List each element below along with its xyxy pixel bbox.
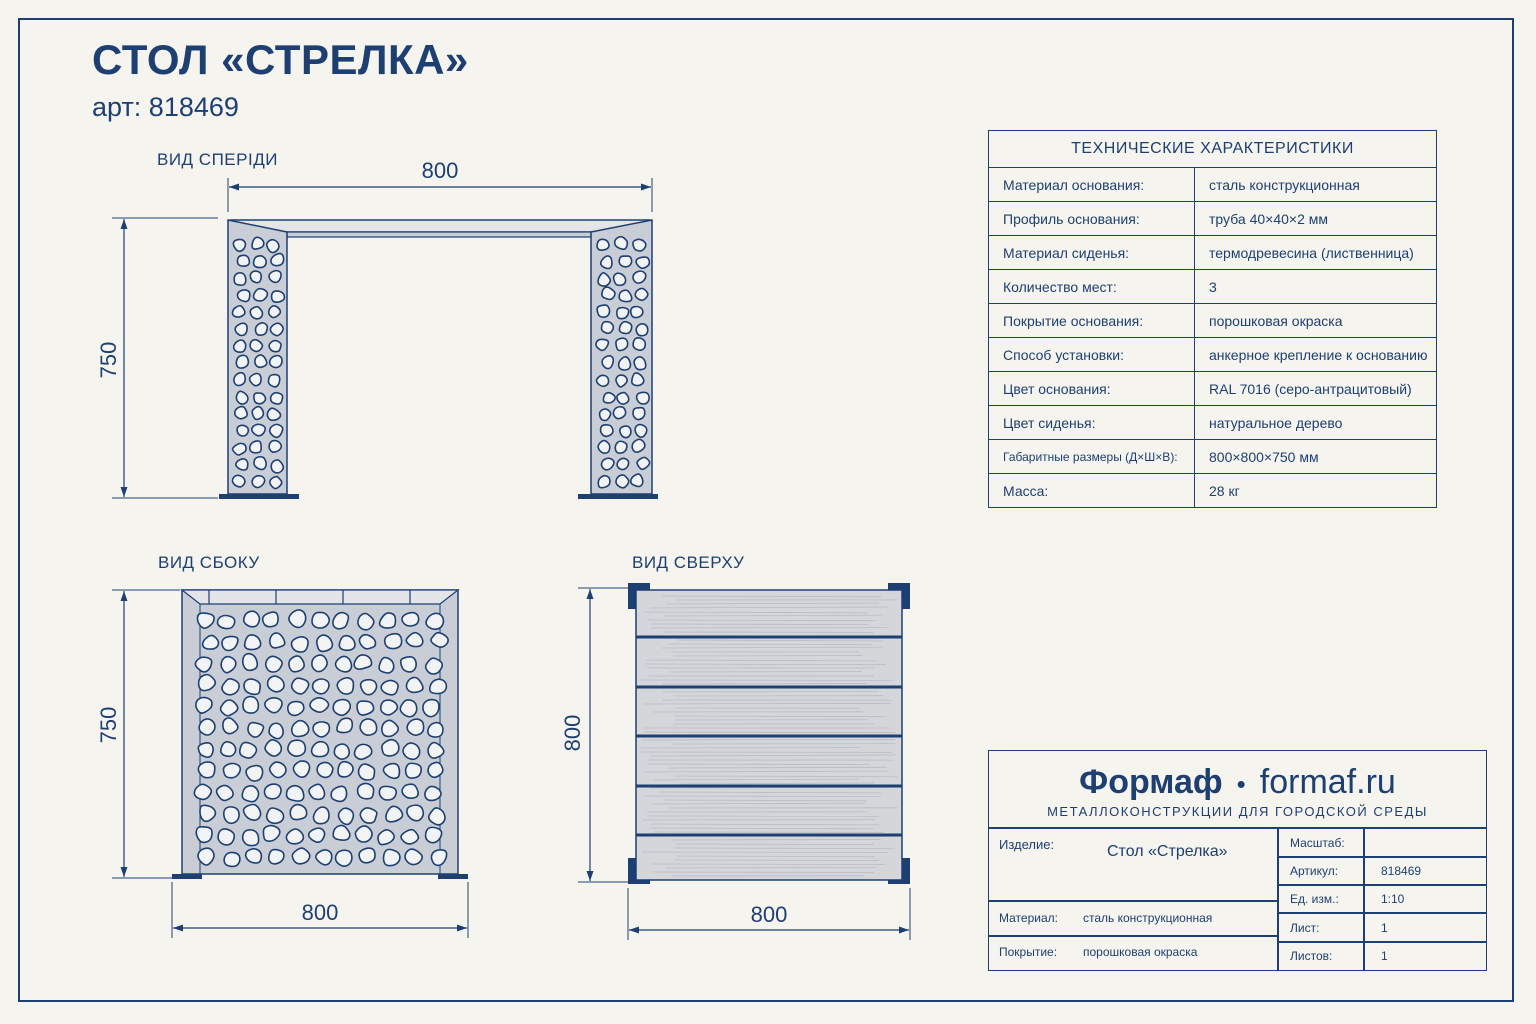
cutout-cell <box>243 697 258 714</box>
spec-value: анкерное крепление к основанию <box>1195 338 1437 372</box>
cutout-cell <box>617 393 629 405</box>
unit-value: 1:10 <box>1381 892 1405 906</box>
cutout-cell <box>603 393 615 403</box>
cutout-cell <box>236 459 248 470</box>
cutout-cell <box>250 340 262 352</box>
cutout-cell <box>269 271 281 283</box>
cutout-cell <box>616 475 629 488</box>
cutout-cell <box>600 409 611 421</box>
cutout-cell <box>198 743 213 757</box>
cutout-cell <box>402 784 418 798</box>
cutout-cell <box>407 719 423 735</box>
cutout-cell <box>602 356 613 369</box>
sheet-label: Лист: <box>1290 921 1320 935</box>
brand-site: formaf.ru <box>1259 763 1396 801</box>
cutout-cell <box>601 425 613 437</box>
cutout-cell <box>613 407 625 419</box>
cutout-cell <box>359 848 375 863</box>
cutout-cell <box>379 658 394 673</box>
cutout-cell <box>194 784 211 799</box>
specs-title: ТЕХНИЧЕСКИЕ ХАРАКТЕРИСТИКИ <box>989 131 1437 168</box>
table-row <box>989 304 1437 338</box>
cutout-cell <box>196 827 212 843</box>
article-number: арт: 818469 <box>92 92 239 122</box>
cutout-cell <box>597 239 609 250</box>
cutout-cell <box>268 375 279 387</box>
cutout-cell <box>331 786 346 801</box>
cutout-cell <box>619 256 631 267</box>
material-label: Материал: <box>999 911 1058 925</box>
drawing-title: СТОЛ «СТРЕЛКА» <box>92 36 469 83</box>
spec-key: Количество мест: <box>989 270 1195 304</box>
cutout-cell <box>289 656 304 672</box>
brand-name: Формаф <box>1079 763 1223 801</box>
cutout-cell <box>269 306 281 318</box>
cutout-cell <box>270 424 283 437</box>
cutout-cell <box>286 786 303 801</box>
spec-key: Материал сиденья: <box>989 236 1195 270</box>
cutout-cell <box>402 613 419 626</box>
top-width-dimension: 800 <box>750 902 788 927</box>
spec-value: натуральное дерево <box>1195 406 1437 440</box>
cutout-cell <box>428 762 443 777</box>
cutout-cell <box>381 680 398 694</box>
spec-value: труба 40×40×2 мм <box>1195 202 1437 236</box>
cutout-cell <box>635 288 648 300</box>
cutout-cell <box>598 441 610 454</box>
product-label: Изделие: <box>999 837 1055 852</box>
spec-value: сталь конструкционная <box>1195 168 1437 202</box>
brand-separator: • <box>1236 768 1246 799</box>
cutout-cell <box>246 849 262 863</box>
cutout-cell <box>263 612 278 627</box>
cutout-cell <box>426 827 442 842</box>
cutout-cell <box>270 477 282 489</box>
coating-label: Покрытие: <box>999 945 1058 959</box>
side-view <box>96 590 468 938</box>
wood-grain <box>645 796 881 797</box>
table-row <box>989 372 1437 406</box>
cutout-cell <box>254 457 266 470</box>
cutout-cell <box>236 355 248 368</box>
cutout-cell <box>293 761 309 777</box>
cutout-cell <box>358 764 374 780</box>
cutout-cell <box>199 719 215 735</box>
cutout-cell <box>288 740 306 756</box>
cutout-cell <box>268 676 285 692</box>
cutout-cell <box>313 722 329 737</box>
cutout-cell <box>221 742 236 756</box>
cutout-cell <box>312 742 329 757</box>
cutout-cell <box>254 289 268 301</box>
table-row <box>989 440 1437 474</box>
cutout-cell <box>269 850 284 864</box>
cutout-cell <box>252 476 265 488</box>
material-value: сталь конструкционная <box>1083 911 1213 925</box>
title-block <box>988 750 1487 971</box>
table-row <box>989 236 1437 270</box>
cutout-cell <box>240 742 257 758</box>
cutout-cell <box>290 805 306 820</box>
cutout-cell <box>357 701 374 715</box>
cutout-cell <box>360 719 377 735</box>
wood-grain <box>669 644 873 645</box>
unit-label: Ед. изм.: <box>1290 892 1339 906</box>
cutout-cell <box>250 307 262 319</box>
article-label: Артикул: <box>1290 864 1339 878</box>
spec-key: Масса: <box>989 474 1195 508</box>
cutout-cell <box>358 783 374 798</box>
sheets-label: Листов: <box>1290 949 1333 963</box>
cutout-cell <box>334 744 349 759</box>
spec-value: порошковая окраска <box>1195 304 1437 338</box>
cutout-cell <box>386 806 403 822</box>
cutout-cell <box>614 273 626 285</box>
spec-value: 28 кг <box>1195 474 1437 508</box>
cutout-cell <box>198 762 214 778</box>
table-row <box>989 270 1437 304</box>
cutout-cell <box>634 357 646 370</box>
cutout-cell <box>337 678 353 694</box>
table-row <box>989 406 1437 440</box>
cutout-cell <box>617 308 629 319</box>
cutout-cell <box>617 458 629 469</box>
wood-grain <box>666 868 875 869</box>
cutout-cell <box>243 830 259 846</box>
cutout-cell <box>635 425 647 438</box>
cutout-cell <box>637 392 650 404</box>
brand-subtitle: МЕТАЛЛОКОНСТРУКЦИИ ДЛЯ ГОРОДСКОЙ СРЕДЫ <box>1047 804 1428 819</box>
cutout-cell <box>633 408 645 420</box>
cutout-cell <box>252 407 263 420</box>
spec-value: 3 <box>1195 270 1437 304</box>
cutout-cell <box>269 723 283 738</box>
cutout-cell <box>243 654 258 671</box>
cutout-cell <box>339 808 354 824</box>
spec-value: RAL 7016 (серо-антрацитовый) <box>1195 372 1437 406</box>
spec-key: Материал основания: <box>989 168 1195 202</box>
cutout-cell <box>615 237 628 250</box>
table-row <box>989 202 1437 236</box>
wood-grain <box>642 852 888 853</box>
cutout-cell <box>269 441 281 453</box>
wood-grain <box>652 864 885 865</box>
cutout-cell <box>379 786 396 800</box>
cutout-cell <box>271 460 283 473</box>
cutout-cell <box>250 373 261 385</box>
spec-key: Цвет сиденья: <box>989 406 1195 440</box>
cutout-cell <box>244 679 260 694</box>
cutout-cell <box>633 338 645 350</box>
cutout-cell <box>400 700 416 717</box>
cutout-cell <box>271 393 283 404</box>
cutout-cell <box>267 240 279 253</box>
cutout-cell <box>235 407 247 419</box>
cutout-cell <box>423 700 439 717</box>
cutout-cell <box>270 323 283 335</box>
wood-grain <box>670 672 862 673</box>
cutout-cell <box>426 658 443 674</box>
cutout-cell <box>245 635 261 650</box>
side-width-dimension: 800 <box>301 900 339 925</box>
cutout-cell <box>291 637 308 652</box>
spec-key: Покрытие основания: <box>989 304 1195 338</box>
cutout-cell <box>333 700 350 716</box>
cutout-cell <box>272 291 285 302</box>
cutout-cell <box>255 355 267 367</box>
cutout-cell <box>234 373 245 386</box>
brand-line <box>989 763 1486 802</box>
cutout-cell <box>355 826 372 842</box>
cutout-cell <box>254 393 266 404</box>
cutout-cell <box>616 338 628 350</box>
cutout-cell <box>292 721 309 737</box>
cutout-cell <box>217 615 234 628</box>
cutout-cell <box>310 698 329 712</box>
front-width-dimension: 800 <box>421 158 459 183</box>
product-value: Стол «Стрелка» <box>1107 843 1228 860</box>
cutout-cell <box>224 807 239 823</box>
cutout-cell <box>218 829 234 845</box>
cutout-cell <box>237 255 249 266</box>
cutout-cell <box>255 323 267 335</box>
cutout-cell <box>234 273 246 285</box>
wood-grain <box>674 656 863 657</box>
cutout-cell <box>317 635 333 651</box>
cutout-cell <box>246 766 263 781</box>
cutout-cell <box>430 679 447 693</box>
cutout-cell <box>615 441 627 453</box>
spec-value: 800×800×750 мм <box>1195 440 1437 474</box>
cutout-cell <box>266 656 282 672</box>
article-value: 818469 <box>1381 864 1422 878</box>
cutout-cell <box>401 657 417 672</box>
cutout-cell <box>235 323 247 335</box>
spec-key: Габаритные размеры (Д×Ш×В): <box>989 440 1195 474</box>
cutout-cell <box>601 322 613 334</box>
cutout-cell <box>636 257 649 268</box>
top-view-label: ВИД СВЕРХУ <box>632 553 745 572</box>
spec-value: термодревесина (лиственница) <box>1195 236 1437 270</box>
cutout-cell <box>244 611 260 627</box>
cutout-cell <box>250 441 261 453</box>
top-height-dimension: 800 <box>560 714 585 752</box>
cutout-cell <box>633 271 646 283</box>
cutout-cell <box>237 425 248 436</box>
specs-table <box>988 130 1437 508</box>
front-view-label: ВИД СПЕРІДИ <box>157 150 278 169</box>
cutout-cell <box>313 679 329 694</box>
cutout-cell <box>425 786 441 800</box>
cutout-cell <box>598 476 610 488</box>
cutout-cell <box>631 306 643 317</box>
side-view-label: ВИД СБОКУ <box>158 553 260 572</box>
cutout-cell <box>250 271 261 283</box>
spec-key: Цвет основания: <box>989 372 1195 406</box>
cutout-cell <box>233 239 245 251</box>
table-row <box>989 474 1437 508</box>
cutout-cell <box>384 849 400 865</box>
front-view <box>96 158 658 499</box>
cutout-cell <box>597 305 609 317</box>
cutout-cell <box>403 743 420 759</box>
cutout-cell <box>632 439 645 452</box>
cutout-cell <box>633 239 646 251</box>
wood-grain <box>671 840 881 841</box>
cutout-cell <box>336 850 352 866</box>
cutout-cell <box>269 341 281 352</box>
cutout-cell <box>339 636 355 651</box>
cutout-cell <box>223 763 240 777</box>
cutout-cell <box>619 290 632 301</box>
front-height-dimension: 750 <box>96 341 121 379</box>
cutout-cell <box>270 356 282 368</box>
cutout-cell <box>619 322 631 334</box>
cutout-cell <box>338 762 353 777</box>
cutout-cell <box>336 656 352 671</box>
cutout-cell <box>237 290 249 302</box>
spec-key: Способ установки: <box>989 338 1195 372</box>
cutout-cell <box>636 324 648 336</box>
cutout-cell <box>224 852 240 866</box>
cutout-cell <box>620 426 631 438</box>
spec-key: Профиль основания: <box>989 202 1195 236</box>
cutout-cell <box>288 702 304 716</box>
top-view <box>560 583 910 940</box>
coating-value: порошковая окраска <box>1083 945 1198 959</box>
cutout-cell <box>361 680 377 695</box>
cutout-cell <box>309 784 325 799</box>
cutout-cell <box>312 612 329 628</box>
cutout-cell <box>354 655 371 669</box>
cutout-cell <box>264 784 281 799</box>
cutout-cell <box>406 763 422 778</box>
cutout-cell <box>428 723 443 737</box>
cutout-cell <box>312 655 327 672</box>
wood-grain <box>640 680 895 681</box>
sheet-value: 1 <box>1381 921 1388 935</box>
table-row <box>989 168 1437 202</box>
cutout-cell <box>242 786 258 802</box>
cutout-cell <box>317 762 333 777</box>
side-height-dimension: 750 <box>96 706 121 744</box>
cutout-cell <box>382 740 399 756</box>
cutout-cell <box>232 475 244 487</box>
scale-label: Масштаб: <box>1290 836 1345 850</box>
cutout-cell <box>252 424 265 435</box>
wood-grain <box>651 628 888 629</box>
cutout-cell <box>596 375 608 386</box>
cutout-cell <box>360 808 377 823</box>
cutout-cell <box>254 256 267 268</box>
sheets-value: 1 <box>1381 949 1388 963</box>
cutout-cell <box>385 634 402 649</box>
table-row <box>989 338 1437 372</box>
cutout-cell <box>252 237 264 249</box>
